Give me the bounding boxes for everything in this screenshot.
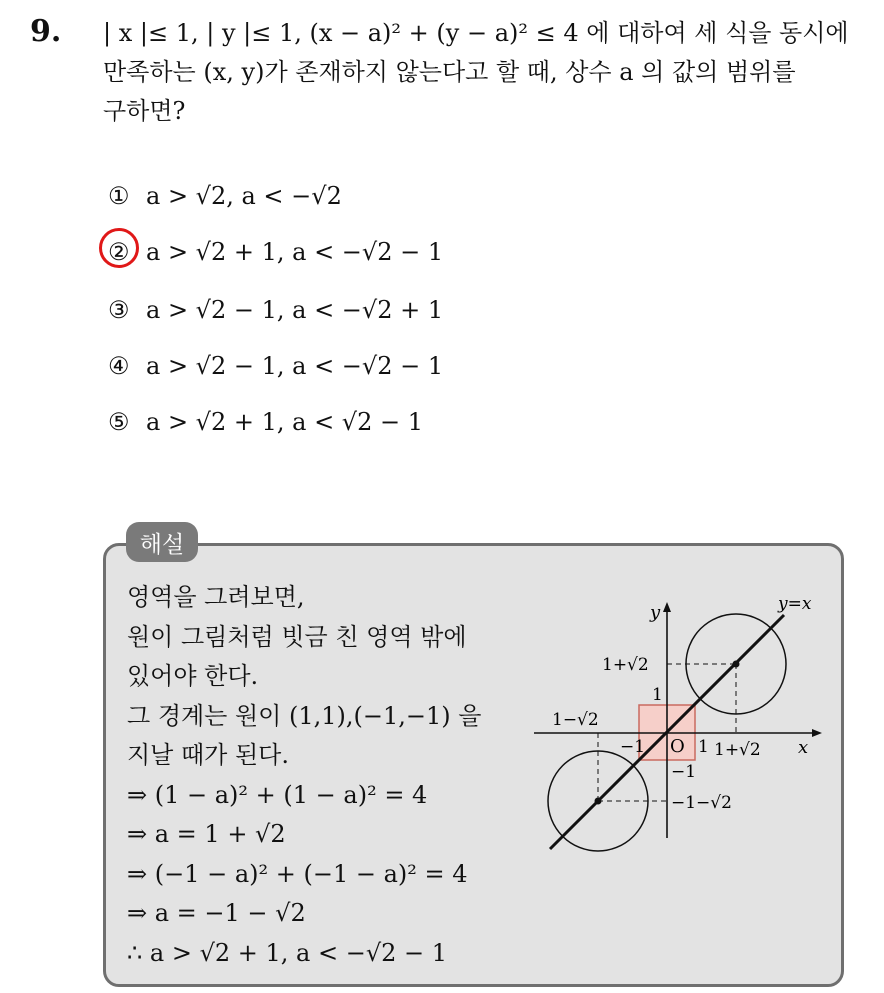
solution-line: 있어야 한다. [127, 662, 259, 690]
choice-5[interactable] [108, 408, 423, 436]
choice-mark: ① [108, 182, 130, 210]
solution-line: ⇒ (1 − a)² + (1 − a)² = 4 [127, 780, 428, 809]
choice-text: a > √2 − 1, a < −√2 + 1 [146, 296, 444, 324]
solution-line: 원이 그림처럼 빗금 친 영역 밖에 [127, 622, 467, 651]
choice-text: a > √2 + 1, a < −√2 − 1 [146, 238, 444, 266]
label-origin: O [670, 736, 685, 757]
coordinate-graph [528, 590, 828, 860]
label-minus-one-y: −1 [671, 762, 697, 782]
label-one-y: 1 [652, 685, 663, 705]
choice-mark: ② [108, 238, 130, 266]
label-left-point-x: 1−√2 [552, 710, 599, 730]
label-top-point-y: 1+√2 [602, 655, 649, 675]
label-minus-one-minus-root2-y: −1−√2 [671, 793, 732, 813]
solution-tag: 해설 [126, 522, 198, 562]
solution-line: 영역을 그려보면, [127, 583, 305, 611]
choice-mark: ③ [108, 296, 130, 324]
solution-line: 지날 때가 된다. [127, 741, 289, 769]
x-axis-arrow-icon [812, 729, 822, 737]
center-point [595, 798, 602, 805]
solution-line: ⇒ (−1 − a)² + (−1 − a)² = 4 [127, 859, 468, 888]
choice-text: a > √2 + 1, a < √2 − 1 [146, 408, 424, 436]
choice-4[interactable] [108, 352, 443, 380]
solution-text [127, 578, 481, 973]
choice-text: a > √2 − 1, a < −√2 − 1 [146, 352, 444, 380]
y-axis-arrow-icon [663, 602, 671, 612]
selected-answer-circle [99, 228, 139, 268]
choice-mark: ⑤ [108, 408, 130, 436]
center-point [733, 661, 740, 668]
question-line: 만족하는 (x, y)가 존재하지 않는다고 할 때, 상수 a 의 값의 범위를 [103, 58, 796, 86]
solution-line: ⇒ a = 1 + √2 [127, 820, 286, 848]
question-number: 9. [30, 14, 62, 49]
choice-mark: ④ [108, 352, 130, 380]
question-line: 구하면? [103, 97, 186, 125]
solution-line: 그 경계는 원이 (1,1),(−1,−1) 을 [127, 701, 482, 730]
y-axis-label: y [650, 602, 661, 623]
choice-1[interactable] [108, 182, 342, 210]
line-label: y=x [778, 594, 812, 614]
solution-line: ∴ a > √2 + 1, a < −√2 − 1 [127, 938, 448, 967]
choice-3[interactable] [108, 296, 443, 324]
label-one-x: 1 [698, 737, 709, 757]
choice-2[interactable] [108, 238, 443, 266]
question-text [103, 14, 873, 131]
label-one-plus-root2-x: 1+√2 [714, 740, 761, 760]
solution-line: ⇒ a = −1 − √2 [127, 899, 306, 927]
x-axis-label: x [798, 737, 809, 758]
question-line: | x |≤ 1, | y |≤ 1, (x − a)² + (y − a)² ≤ 4 에 대하여 세 식을 동시에 [103, 19, 849, 47]
label-minus-one-x: −1 [620, 737, 646, 757]
choice-text: a > √2, a < −√2 [146, 182, 342, 210]
